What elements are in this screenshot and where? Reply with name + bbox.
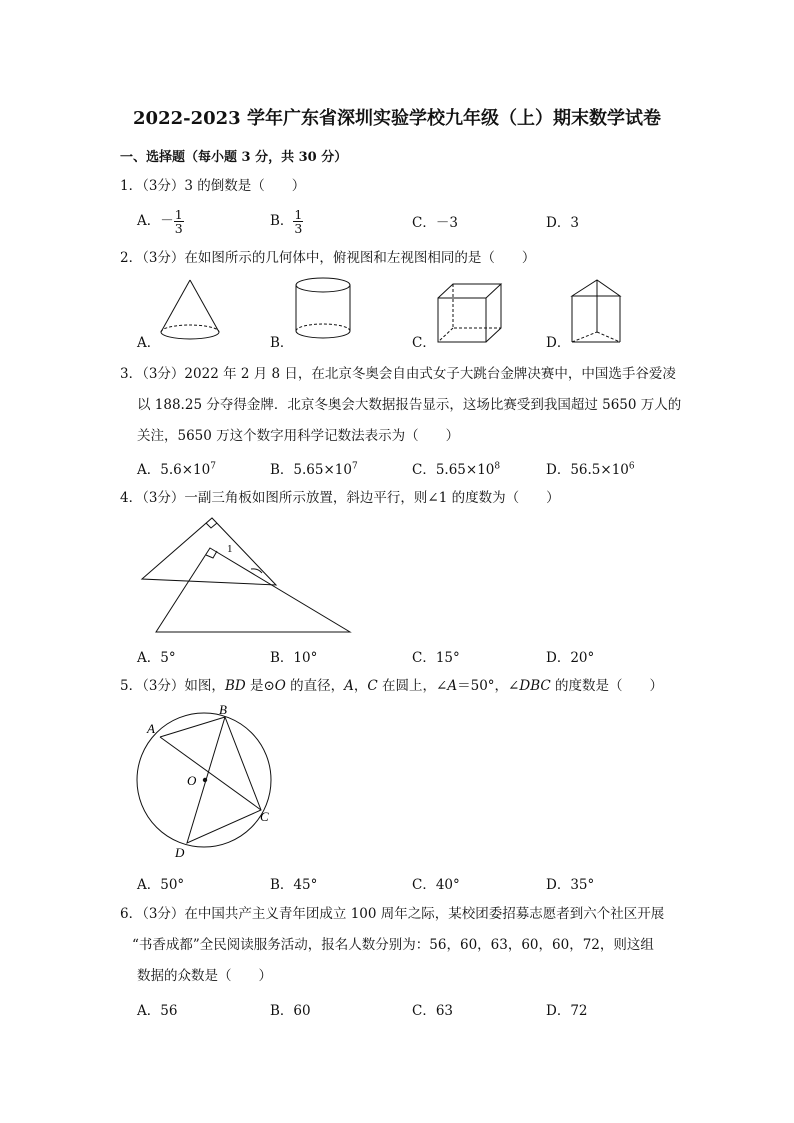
q4-option-b: B．10° <box>270 650 318 666</box>
set-squares-figure <box>140 515 355 635</box>
q4-option-c: C．15° <box>412 650 460 666</box>
point-b-label: B <box>219 702 227 717</box>
cone-figure <box>155 278 225 348</box>
cube-figure <box>435 282 505 347</box>
q2-option-c: C． <box>412 335 436 351</box>
q1-text: 1．（3分）3 的倒数是（ ） <box>120 178 306 194</box>
q5-text: 5．（3分）如图，BD 是⊙O 的直径，A，C 在圆上，∠A＝50°，∠DBC 的度数是（ ） <box>120 678 663 694</box>
q6-line1: 6．（3分）在中国共产主义青年团成立 100 周年之际，某校团委招募志愿者到六个社区开展 <box>120 906 665 922</box>
q3-option-d: D．$56.5\times 10^6$ <box>546 461 635 478</box>
q6-line3: 数据的众数是（ ） <box>137 968 272 984</box>
q3-line1: 3．（3分）2022 年 2 月 8 日，在北京冬奥会自由式女子大跳台金牌决赛中，中国选手谷爱凌 <box>120 366 676 382</box>
q6-option-b: B．60 <box>270 1003 311 1019</box>
point-c-label: C <box>260 809 269 824</box>
q3-line3: 关注，5650 万这个数字用科学记数法表示为（ ） <box>137 428 460 444</box>
q6-option-c: C．63 <box>412 1003 454 1019</box>
q6-option-d: D．72 <box>546 1003 588 1019</box>
q2-option-b: B． <box>270 335 294 351</box>
q4-text: 4．（3分）一副三角板如图所示放置，斜边平行，则∠1 的度数为（ ） <box>120 490 560 506</box>
q3-option-b: B．$5.65\times 10^7$ <box>270 461 358 478</box>
prism-figure <box>567 276 627 348</box>
q1-option-b: B． $\frac{1}{3}$ <box>270 207 303 236</box>
circle-figure <box>130 700 280 865</box>
section-heading: 一、选择题（每小题 3 分，共 30 分） <box>120 150 348 165</box>
q3-option-c: C．$5.65\times 10^8$ <box>412 461 501 478</box>
cylinder-figure <box>293 276 357 346</box>
q2-option-d: D． <box>546 335 571 351</box>
q4-option-d: D．20° <box>546 650 595 666</box>
q2-option-a: A． <box>137 335 161 351</box>
q6-line2: “书香成都”全民阅读服务活动，报名人数分别为：56，60，63，60，60，72，则这组 <box>132 937 654 953</box>
angle-1-label: 1 <box>227 543 233 555</box>
q6-option-a: A．56 <box>137 1003 178 1019</box>
q1-option-a: A．－ $\frac{1}{3}$ <box>137 207 183 236</box>
q1-option-d: D．3 <box>546 215 579 231</box>
q2-text: 2．（3分）在如图所示的几何体中，俯视图和左视图相同的是（ ） <box>120 250 536 266</box>
page-title: 2022-2023 学年广东省深圳实验学校九年级（上）期末数学试卷 <box>133 108 661 129</box>
q5-option-c: C．40° <box>412 877 460 893</box>
q1-option-c: C．－3 <box>412 215 458 231</box>
q5-option-b: B．45° <box>270 877 318 893</box>
q5-option-d: D．35° <box>546 877 595 893</box>
q5-option-a: A．50° <box>137 877 185 893</box>
q4-option-a: A．5° <box>137 650 176 666</box>
point-a-label: A <box>147 721 155 736</box>
point-d-label: D <box>175 845 185 860</box>
q3-option-a: A．$5.6\times 10^7$ <box>137 461 216 478</box>
point-o-label: O <box>187 773 197 788</box>
q3-line2: 以 188.25 分夺得金牌．北京冬奥会大数据报告显示，这场比赛受到我国超过 5650 万人的 <box>137 397 682 413</box>
